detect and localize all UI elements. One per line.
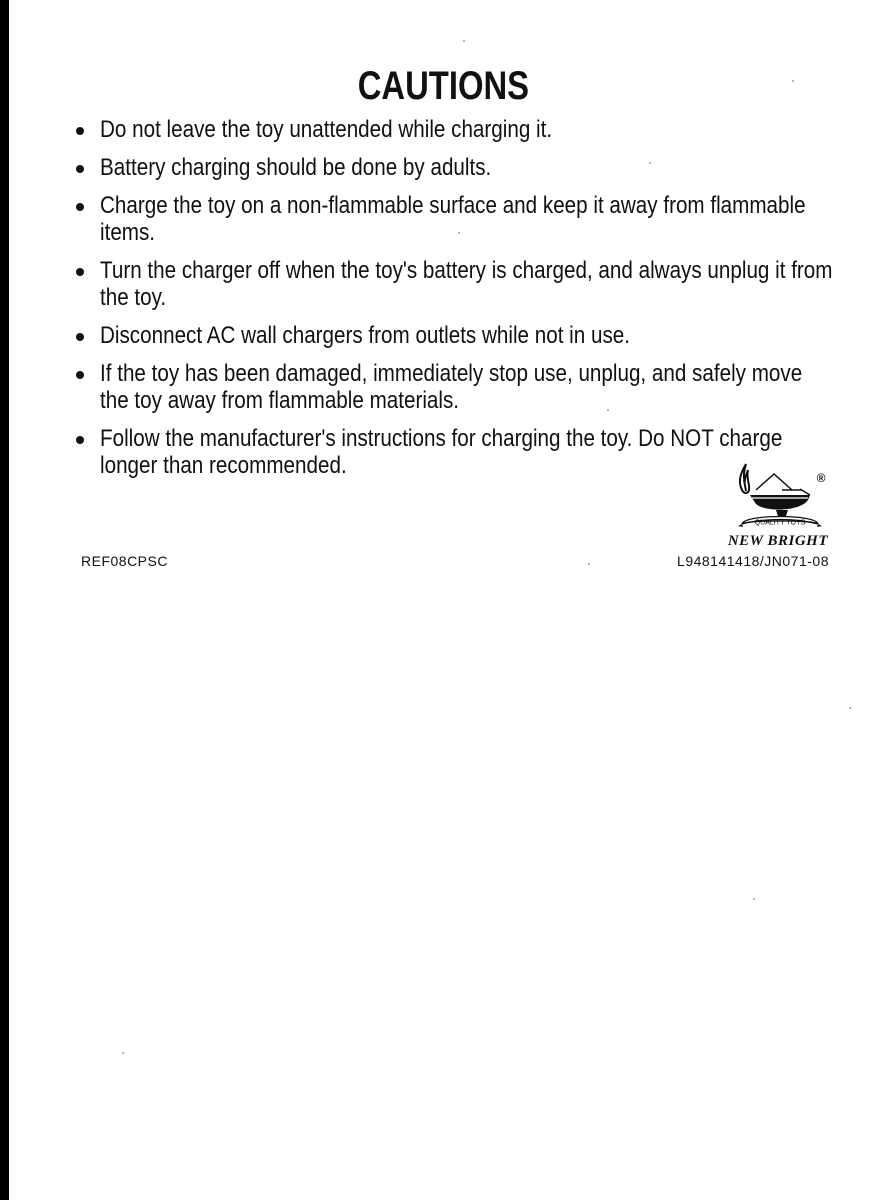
- scan-speck: [458, 232, 460, 234]
- bullet-icon: [76, 371, 84, 379]
- scan-speck: [849, 707, 851, 709]
- bullet-icon: [76, 436, 84, 444]
- bullet-icon: [76, 165, 84, 173]
- scan-speck: [792, 80, 794, 82]
- page-title: CAUTIONS: [357, 64, 530, 108]
- bullet-icon: [76, 333, 84, 341]
- scan-speck: [588, 563, 590, 565]
- bullet-icon: [76, 268, 84, 276]
- bullet-icon: [76, 127, 84, 135]
- caution-text: Battery charging should be done by adults.: [100, 154, 492, 181]
- caution-text: Charge the toy on a non-flammable surface and keep it away from flammable items.: [100, 192, 806, 246]
- caution-text: Disconnect AC wall chargers from outlets while not in use.: [100, 322, 631, 349]
- list-item: [76, 322, 836, 349]
- scan-speck: [753, 898, 755, 900]
- bullet-icon: [76, 203, 84, 211]
- scan-speck: [649, 162, 651, 164]
- registered-mark: ®: [816, 471, 826, 485]
- caution-text: Follow the manufacturer's instructions for charging the toy. Do NOT charge longer than recommended.: [100, 425, 783, 479]
- caution-text: If the toy has been damaged, immediately stop use, unplug, and safely move the toy away from flammable materials.: [100, 360, 803, 414]
- product-code: L948141418/JN071-08: [677, 553, 829, 569]
- logo-badge-text: QUALITY TOYS: [754, 519, 806, 527]
- scan-edge: [0, 0, 9, 1200]
- scan-speck: [463, 40, 465, 42]
- list-item: [76, 360, 836, 414]
- caution-text: Turn the charger off when the toy's battery is charged, and always unplug it from the toy.: [100, 257, 833, 311]
- list-item: [76, 192, 836, 246]
- scan-speck: [607, 409, 609, 411]
- list-item: [76, 425, 836, 479]
- scan-speck: [122, 1052, 124, 1054]
- reference-code: REF08CPSC: [81, 553, 168, 569]
- list-item: [76, 154, 836, 181]
- list-item: [76, 116, 836, 143]
- cautions-list: [76, 116, 836, 490]
- brand-name: NEW BRIGHT: [727, 533, 828, 549]
- caution-text: Do not leave the toy unattended while charging it.: [100, 116, 553, 143]
- list-item: [76, 257, 836, 311]
